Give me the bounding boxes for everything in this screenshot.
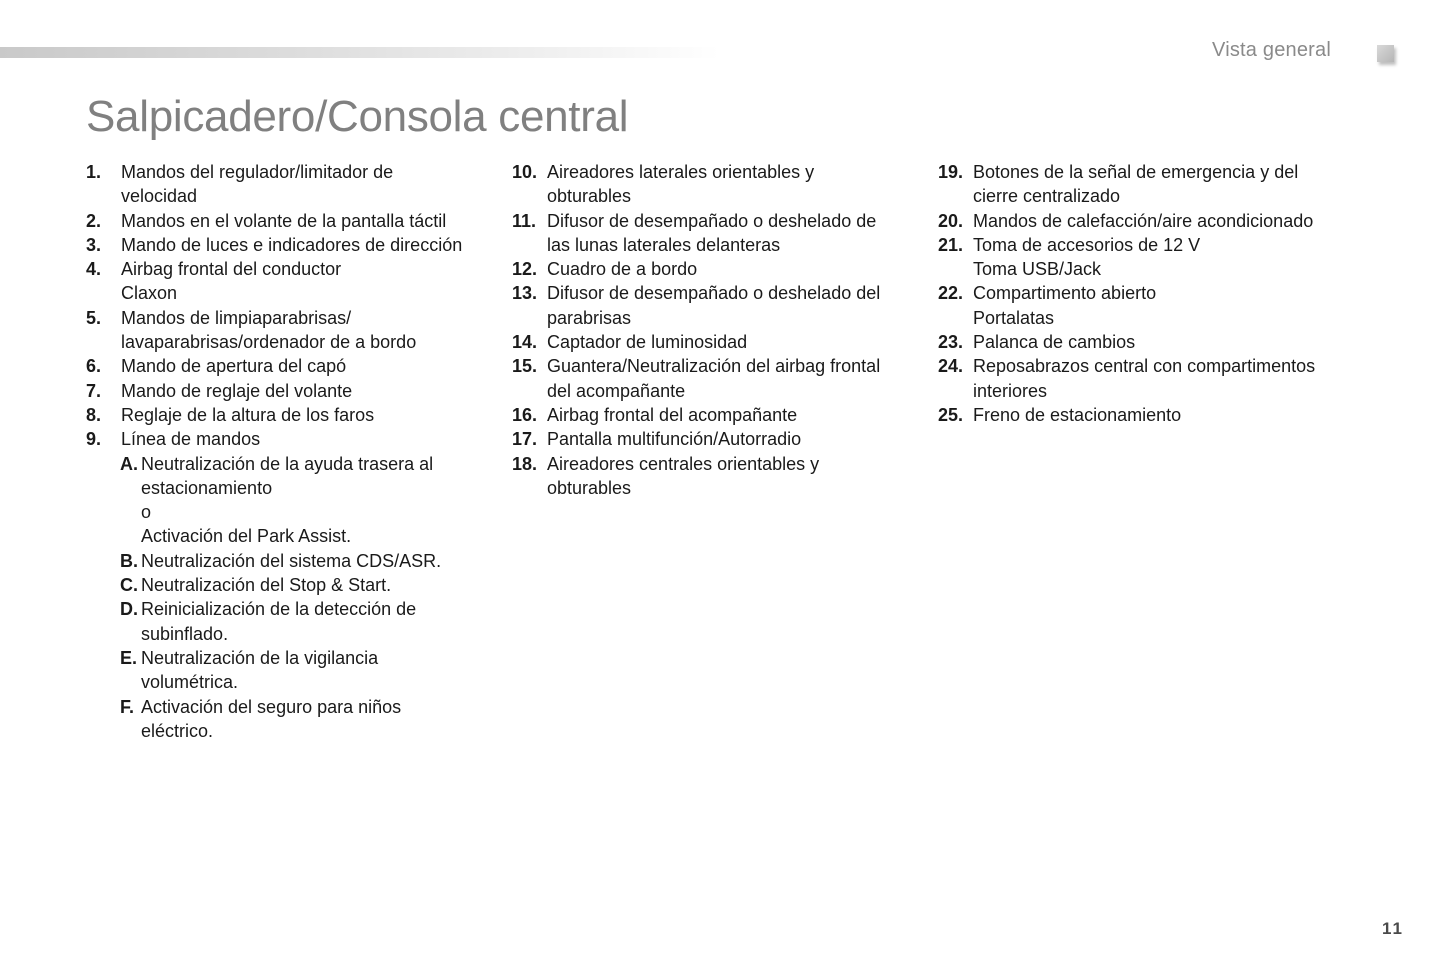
item-text xyxy=(547,452,912,501)
item-text xyxy=(121,233,486,257)
item-number: 13. xyxy=(512,283,538,304)
item-number: 5. xyxy=(86,307,102,328)
item-line: Toma USB/Jack xyxy=(973,259,1102,280)
subitem-text xyxy=(141,646,486,695)
item-line: obturables xyxy=(547,477,632,498)
item-text xyxy=(547,209,912,258)
item-number: 19. xyxy=(938,162,964,182)
item-number: 15. xyxy=(512,356,538,377)
item-line: Mandos de calefacción/aire acondicionado xyxy=(973,210,1314,231)
legend-item-9 xyxy=(86,427,486,451)
legend-item-25 xyxy=(938,403,1338,427)
item-number: 21. xyxy=(938,234,964,255)
item-text xyxy=(547,403,912,427)
section-label: Vista general xyxy=(1212,39,1331,61)
item-text xyxy=(973,160,1338,209)
legend-item-24 xyxy=(938,354,1338,403)
section-square-icon xyxy=(1377,45,1394,62)
subitem-letter: E. xyxy=(120,647,138,668)
item-line: Toma de accesorios de 12 V xyxy=(973,234,1201,255)
subitem-text xyxy=(141,597,486,646)
subitem-letter: D. xyxy=(120,599,138,620)
item-line: Botones de la señal de emergencia y del xyxy=(973,162,1299,182)
item-line: Reglaje de la altura de los faros xyxy=(121,404,375,425)
item-line: del acompañante xyxy=(547,380,686,401)
legend-item-21 xyxy=(938,233,1338,282)
subitem-text xyxy=(141,695,486,744)
item-number: 14. xyxy=(512,332,538,353)
item-line: interiores xyxy=(973,380,1048,401)
item-line: Airbag frontal del conductor xyxy=(121,259,342,280)
item-number: 16. xyxy=(512,404,538,425)
item-text xyxy=(973,403,1338,427)
item-number: 4. xyxy=(86,259,102,280)
item-number: 6. xyxy=(86,356,102,377)
legend-item-19 xyxy=(938,160,1338,209)
subitem-line: subinflado. xyxy=(141,623,229,644)
item-text xyxy=(973,330,1338,354)
legend-item-22 xyxy=(938,281,1338,330)
item-line: Cuadro de a bordo xyxy=(547,259,698,280)
legend-column-2 xyxy=(512,160,912,500)
item-line: parabrisas xyxy=(547,307,632,328)
item-number: 1. xyxy=(86,162,102,182)
subitem-text xyxy=(141,549,486,573)
page-title: Salpicadero/Consola central xyxy=(86,92,629,141)
item-line: cierre centralizado xyxy=(973,186,1121,207)
legend-subitem-f xyxy=(120,695,486,744)
item-line: Difusor de desempañado o deshelado del xyxy=(547,283,881,304)
header-gradient-bar xyxy=(0,47,720,58)
item-line: Captador de luminosidad xyxy=(547,332,748,353)
item-text xyxy=(121,160,486,209)
legend-item-17 xyxy=(512,427,912,451)
legend-item-8 xyxy=(86,403,486,427)
item-number: 8. xyxy=(86,404,102,425)
item-line: Mandos del regulador/limitador de xyxy=(121,162,394,182)
item-text xyxy=(121,354,486,378)
item-line: Mando de luces e indicadores de dirección xyxy=(121,234,463,255)
subitem-line: Reinicialización de la detección de xyxy=(141,599,417,620)
item-text xyxy=(973,233,1338,282)
item-line: Aireadores centrales orientables y xyxy=(547,453,820,474)
item-line: Mandos en el volante de la pantalla táctil xyxy=(121,210,447,231)
legend-item-1 xyxy=(86,160,486,209)
item-text xyxy=(547,160,912,209)
item-line: Airbag frontal del acompañante xyxy=(547,404,798,425)
legend-subitem-b xyxy=(120,549,486,573)
page-number: 11 xyxy=(1382,919,1404,938)
legend-item-18 xyxy=(512,452,912,501)
legend-item-14 xyxy=(512,330,912,354)
item-number: 3. xyxy=(86,234,102,255)
legend-item-6 xyxy=(86,354,486,378)
subitem-line: Neutralización de la vigilancia xyxy=(141,647,379,668)
item-text xyxy=(547,281,912,330)
subitem-letter: B. xyxy=(120,550,138,571)
item-line: obturables xyxy=(547,186,632,207)
legend-item-10 xyxy=(512,160,912,209)
item-text xyxy=(121,379,486,403)
item-number: 22. xyxy=(938,283,964,304)
item-number: 18. xyxy=(512,453,538,474)
item-line: Portalatas xyxy=(973,307,1055,328)
legend-column-1 xyxy=(86,160,486,743)
item-text xyxy=(547,257,912,281)
legend-item-3 xyxy=(86,233,486,257)
subitem-line: estacionamiento xyxy=(141,477,273,498)
subitem-letter: C. xyxy=(120,575,138,596)
item-number: 9. xyxy=(86,429,102,450)
subitem-line: Activación del seguro para niños xyxy=(141,696,402,717)
legend-subitem-d xyxy=(120,597,486,646)
item-number: 20. xyxy=(938,210,964,231)
subitem-line: o xyxy=(141,502,152,523)
item-line: Mandos de limpiaparabrisas/ xyxy=(121,307,352,328)
item-line: Aireadores laterales orientables y xyxy=(547,162,815,182)
item-text xyxy=(121,427,486,451)
item-number: 17. xyxy=(512,429,538,450)
legend-item-11 xyxy=(512,209,912,258)
item-line: Claxon xyxy=(121,283,178,304)
item-line: velocidad xyxy=(121,186,198,207)
item-number: 12. xyxy=(512,259,538,280)
item-number: 24. xyxy=(938,356,964,377)
item-text xyxy=(121,257,486,306)
item-line: Mando de reglaje del volante xyxy=(121,380,353,401)
item-text xyxy=(547,330,912,354)
item-number: 2. xyxy=(86,210,102,231)
subitem-line: volumétrica. xyxy=(141,672,239,693)
subitem-line: Neutralización del Stop & Start. xyxy=(141,575,392,596)
subitem-line: Neutralización del sistema CDS/ASR. xyxy=(141,550,442,571)
item-line: las lunas laterales delanteras xyxy=(547,234,781,255)
item-number: 7. xyxy=(86,380,102,401)
legend-item-4 xyxy=(86,257,486,306)
item-text xyxy=(973,281,1338,330)
subitem-line: eléctrico. xyxy=(141,720,214,741)
legend-item-16 xyxy=(512,403,912,427)
legend-subitem-c xyxy=(120,573,486,597)
item-text xyxy=(973,354,1338,403)
item-line: lavaparabrisas/ordenador de a bordo xyxy=(121,332,417,353)
item-number: 11. xyxy=(512,210,537,231)
item-line: Línea de mandos xyxy=(121,429,261,450)
legend-subitem-a xyxy=(120,452,486,549)
item-text xyxy=(121,403,486,427)
legend-item-13 xyxy=(512,281,912,330)
subitem-text xyxy=(141,452,486,549)
item-text xyxy=(121,306,486,355)
item-text xyxy=(121,209,486,233)
subitem-letter: F. xyxy=(120,696,135,717)
item-line: Mando de apertura del capó xyxy=(121,356,347,377)
item-number: 10. xyxy=(512,162,538,182)
item-line: Palanca de cambios xyxy=(973,332,1136,353)
subitem-line: Activación del Park Assist. xyxy=(141,526,352,547)
subitem-text xyxy=(141,573,486,597)
item-line: Freno de estacionamiento xyxy=(973,404,1182,425)
legend-item-12 xyxy=(512,257,912,281)
item-number: 25. xyxy=(938,404,964,425)
subitem-line: Neutralización de la ayuda trasera al xyxy=(141,453,434,474)
subitem-letter: A. xyxy=(120,453,138,474)
item-line: Guantera/Neutralización del airbag frontal xyxy=(547,356,881,377)
item-line: Pantalla multifunción/Autorradio xyxy=(547,429,802,450)
item-line: Reposabrazos central con compartimentos xyxy=(973,356,1316,377)
item-line: Compartimento abierto xyxy=(973,283,1157,304)
item-text xyxy=(973,209,1338,233)
legend-column-3 xyxy=(938,160,1338,427)
legend-item-5 xyxy=(86,306,486,355)
legend-item-23 xyxy=(938,330,1338,354)
legend-item-15 xyxy=(512,354,912,403)
item-text xyxy=(547,354,912,403)
item-line: Difusor de desempañado o deshelado de xyxy=(547,210,877,231)
legend-subitem-e xyxy=(120,646,486,695)
legend-item-2 xyxy=(86,209,486,233)
item-text xyxy=(547,427,912,451)
item-number: 23. xyxy=(938,332,964,353)
legend-item-7 xyxy=(86,379,486,403)
legend-item-20 xyxy=(938,209,1338,233)
